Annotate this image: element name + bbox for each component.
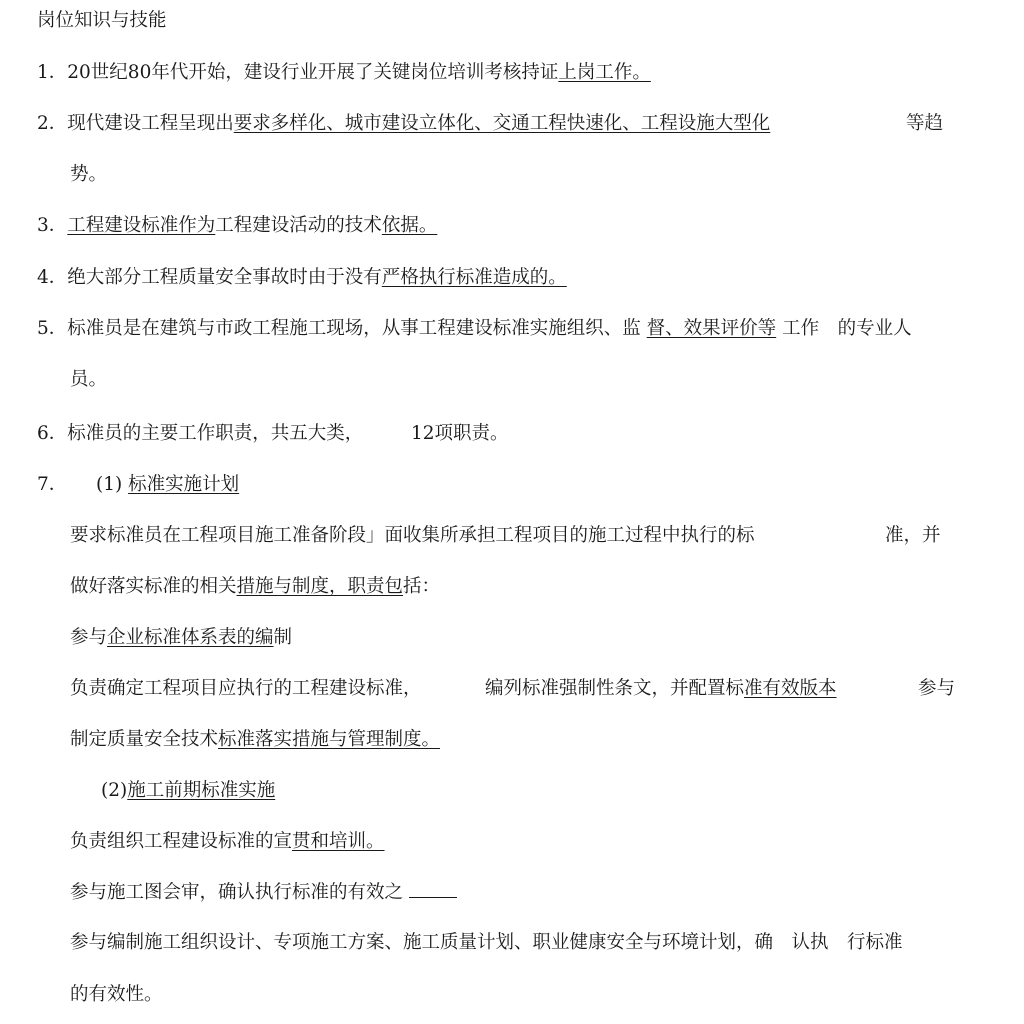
item-5-suffix: 工作 的专业人 [782,318,912,339]
item-7-sub-title: 标准实施计划 [128,474,240,495]
item-1 [37,61,651,85]
para-7d-mid-text: 编列标准强制性条文，并配置标 [485,678,745,699]
para-8a-underlined: 贯和培训。 [292,831,385,852]
fill-in-blank [409,881,457,898]
section-2-title: 施工前期标准实施 [127,780,276,801]
para-7a: 要求标准员在工程项目施工准备阶段」面收集所承担工程项目的施工过程中执行的标 [70,525,755,546]
section-2-number: (2) [101,780,128,801]
item-7: 7． [37,474,68,495]
section-2-heading [101,779,275,803]
item-6-suffix: 12项职责。 [411,423,509,444]
item-4-text: 4．绝大部分工程质量安全事故时由于没有 [37,267,382,288]
item-3-underlined-2: 依据。 [381,215,438,236]
item-2-text: 2．现代建设工程呈现出 [37,113,234,134]
para-7d-mid [485,677,837,701]
para-7a-suffix: 准，并 [885,525,941,546]
item-3-text: 工程建设活动的技术 [215,215,382,236]
para-8c-continuation: 的有效性。 [70,984,163,1005]
para-7e-text: 制定质量安全技术 [70,729,219,750]
section-title: 岗位知识与技能 [37,10,167,31]
para-7d-suffix: 参与 [918,678,956,699]
para-7c-suffix: 制 [273,627,293,648]
para-7d: 负责确定工程项目应执行的工程建设标准， [70,678,422,699]
item-2-underlined: 要求多样化、城市建设立体化、交通工程快速化、工程设施大型化 [233,113,771,134]
item-3 [37,214,437,238]
item-7-sub-number: (1) [96,474,123,495]
item-2-suffix: 等趋 [906,113,944,134]
item-7-subheading [96,473,239,497]
item-4 [37,266,567,290]
para-8c: 参与编制施工组织设计、专项施工方案、施工质量计划、职业健康安全与环境计划，确 认执 行标准 [70,932,903,953]
item-6 [37,422,363,446]
para-7c-underlined: 企业标准体系表的编 [107,627,274,648]
para-7e-underlined: 标准落实措施与管理制度。 [218,729,441,750]
para-8b-text: 参与施工图会审，确认执行标准的有效之 [70,882,404,903]
item-1-underlined: 上岗工作。 [558,62,651,83]
item-5-underlined: 督、效果评价等 [646,318,777,339]
para-7c [70,626,292,650]
para-8a [70,830,385,854]
para-7c-text: 参与 [70,627,108,648]
para-7b-underlined: 措施与制度，职责包 [236,576,404,597]
para-7b [70,575,440,599]
para-7b-text: 做好落实标准的相关 [70,576,237,597]
item-5 [37,317,912,341]
para-8a-text: 负责组织工程建设标准的宣 [70,831,293,852]
para-7d-underlined: 准有效版本 [744,678,837,699]
item-1-text: 1．20世纪80年代开始，建设行业开展了关键岗位培训考核持证 [37,62,559,83]
item-3-underlined-1: 工程建设标准作为 [67,215,216,236]
item-4-underlined: 严格执行标准造成的。 [381,267,567,288]
item-3-number: 3． [37,215,68,236]
item-6-text: 6．标准员的主要工作职责，共五大类， [37,423,364,444]
item-2-continuation: 势。 [70,164,108,185]
item-2 [37,112,770,136]
para-7b-suffix: 括： [403,576,441,597]
item-5-continuation: 员。 [70,369,108,390]
para-7e [70,728,440,752]
item-5-text: 5．标准员是在建筑与市政工程施工现场，从事工程建设标准实施组织、监 [37,318,641,339]
para-8b [70,881,457,905]
